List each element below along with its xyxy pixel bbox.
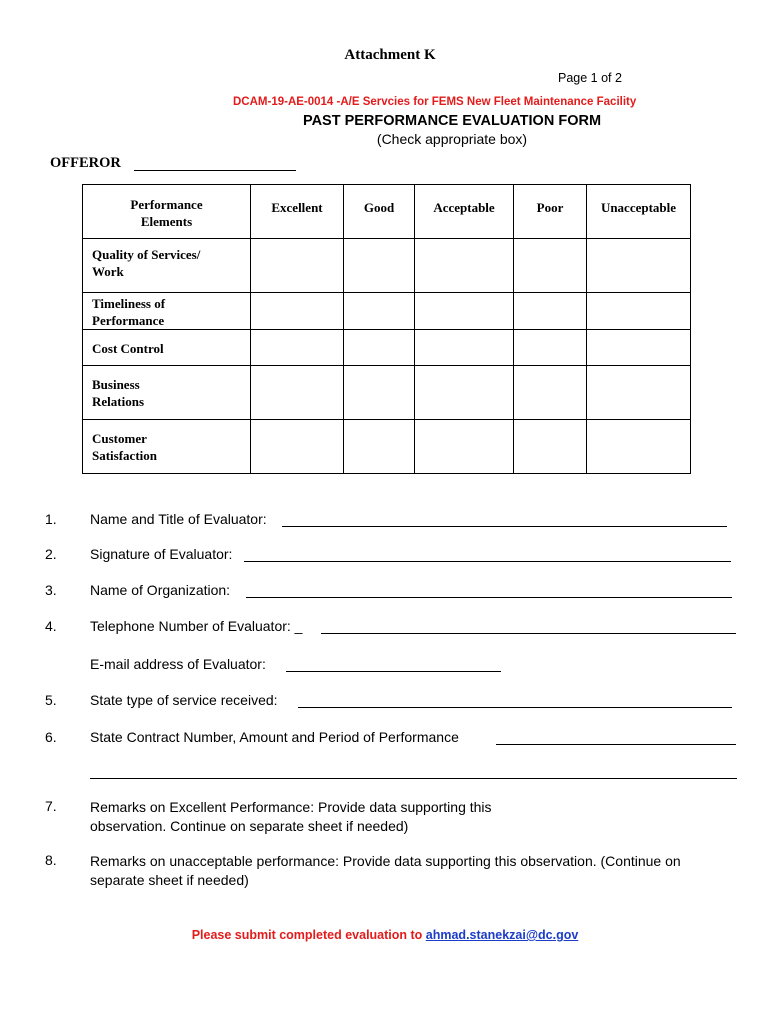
rating-cell[interactable] [251,366,344,420]
table-row [83,366,691,420]
question-number: 2. [45,546,57,562]
column-acceptable: Acceptable [415,185,514,239]
remarks-excellent-text [90,798,492,836]
evaluator-name-field[interactable] [282,526,727,527]
offeror-field[interactable] [134,170,296,171]
row-label-quality [83,239,251,293]
page-number: Page 1 of 2 [558,71,622,85]
rating-cell[interactable] [251,293,344,330]
question-number: 6. [45,729,57,745]
service-type-field[interactable] [298,707,732,708]
organization-field[interactable] [246,597,732,598]
question-label: Telephone Number of Evaluator: _ [90,618,303,634]
row-label-customer-satisfaction [83,420,251,474]
evaluator-signature-field[interactable] [244,561,731,562]
rating-cell[interactable] [344,293,415,330]
rating-cell[interactable] [415,366,514,420]
remark-line: separate sheet if needed) [90,872,249,888]
telephone-field[interactable] [321,633,736,634]
rating-cell[interactable] [587,366,691,420]
solicitation-reference: DCAM-19-AE-0014 -A/E Servcies for FEMS New Fleet Maintenance Facility [233,96,637,108]
rating-cell[interactable] [415,293,514,330]
row-label-line: Cost Control [92,341,164,356]
contract-info-continuation-field[interactable] [90,778,737,779]
rating-cell[interactable] [514,420,587,474]
row-label-line: Work [92,264,124,279]
rating-cell[interactable] [514,293,587,330]
row-label-line: Performance [92,313,165,328]
rating-cell[interactable] [251,239,344,293]
rating-cell[interactable] [514,330,587,366]
column-excellent: Excellent [251,185,344,239]
question-number: 3. [45,582,57,598]
rating-cell[interactable] [587,239,691,293]
question-number: 1. [45,511,57,527]
rating-cell[interactable] [344,420,415,474]
rating-cell[interactable] [415,420,514,474]
table-row [83,420,691,474]
column-unacceptable: Unacceptable [587,185,691,239]
question-number: 5. [45,692,57,708]
row-label-line: Timeliness of [92,296,166,311]
table-row [83,330,691,366]
form-title: PAST PERFORMANCE EVALUATION FORM [302,113,602,129]
rating-cell[interactable] [514,239,587,293]
row-label-line: Quality of Services/ [92,247,201,262]
row-label-line: Relations [92,394,144,409]
row-label-line: Satisfaction [92,448,157,463]
question-label: State type of service received: [90,692,278,708]
rating-cell[interactable] [415,330,514,366]
rating-cell[interactable] [251,330,344,366]
performance-elements-header [83,185,251,239]
question-label: State Contract Number, Amount and Period of Performance [90,729,459,745]
question-number: 4. [45,618,57,634]
question-label: E-mail address of Evaluator: [90,656,266,672]
column-poor: Poor [514,185,587,239]
rating-cell[interactable] [344,330,415,366]
row-label-business-relations [83,366,251,420]
offeror-label: OFFEROR [50,155,121,171]
question-label: Name and Title of Evaluator: [90,511,267,527]
question-label: Signature of Evaluator: [90,546,233,562]
contract-info-field[interactable] [496,744,736,745]
email-field[interactable] [286,671,501,672]
performance-rating-table [82,184,691,474]
rating-cell[interactable] [344,366,415,420]
submit-instruction [0,928,770,942]
rating-cell[interactable] [587,330,691,366]
remark-line: Remarks on unacceptable performance: Provide data supporting this observation. (Continue on [90,853,681,869]
form-subtitle: (Check appropriate box) [376,131,528,147]
row-label-timeliness [83,293,251,330]
attachment-label: Attachment K [344,47,436,63]
rating-cell[interactable] [415,239,514,293]
remark-line: Remarks on Excellent Performance: Provide data supporting this [90,799,492,815]
rating-cell[interactable] [344,239,415,293]
table-row [83,239,691,293]
rating-cell[interactable] [587,293,691,330]
rating-cell[interactable] [587,420,691,474]
table-row [83,293,691,330]
row-label-cost-control [83,330,251,366]
submit-email-link[interactable]: ahmad.stanekzai@dc.gov [425,928,579,942]
rating-cell[interactable] [251,420,344,474]
submit-text: Please submit completed evaluation to [191,928,426,942]
remarks-unacceptable-text [90,852,681,890]
question-number: 7. [45,798,57,814]
question-label: Name of Organization: [90,582,231,598]
row-label-line: Customer [92,431,147,446]
question-number: 8. [45,852,57,868]
row-label-line: Business [92,377,140,392]
rating-cell[interactable] [514,366,587,420]
header-line-1: Performance [130,197,203,212]
remark-line: observation. Continue on separate sheet if needed) [90,818,409,834]
column-good: Good [344,185,415,239]
header-line-2: Elements [140,214,193,229]
